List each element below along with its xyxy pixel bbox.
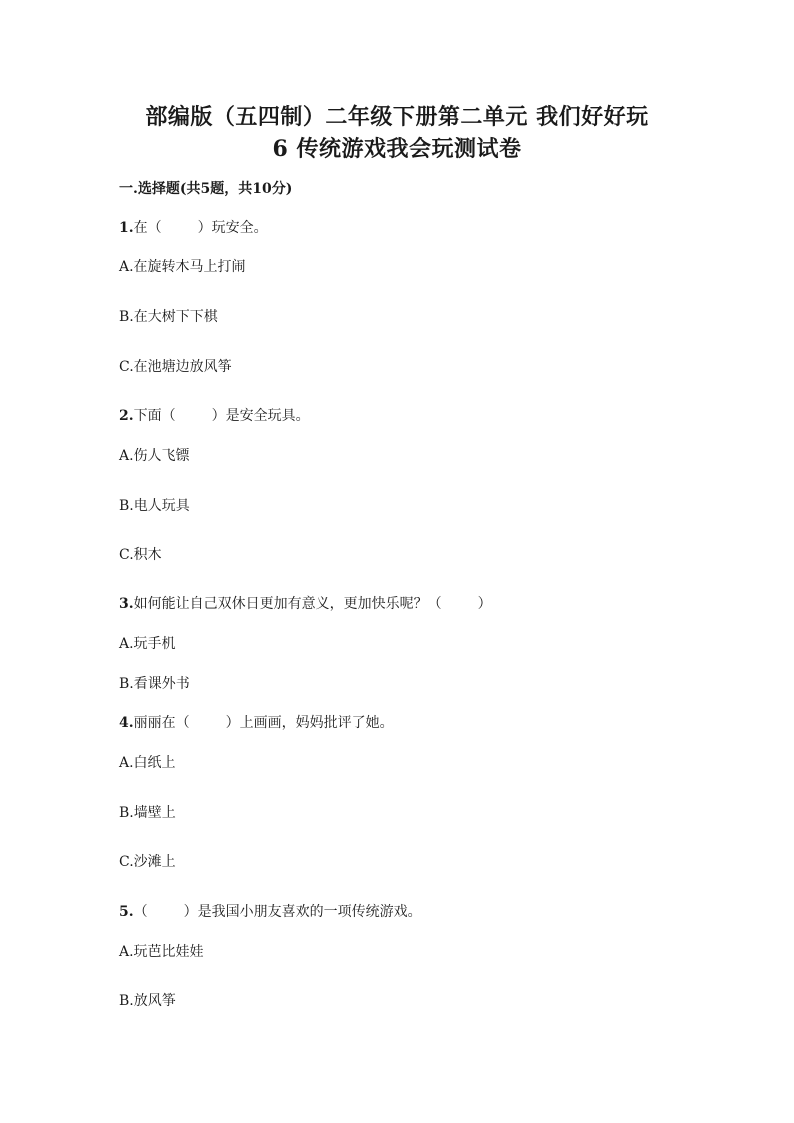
question-1 <box>119 219 268 237</box>
question-stem-before: 如何能让自己双休日更加有意义，更加快乐呢？（ <box>133 596 442 612</box>
option-5b: B.放风筝 <box>119 993 176 1009</box>
question-number: 1. <box>119 220 134 236</box>
document-title-line-1: 部编版（五四制）二年级下册第二单元 我们好好玩 <box>145 104 649 130</box>
question-stem-before: 丽丽在（ <box>133 715 190 731</box>
question-number: 2. <box>119 408 134 424</box>
question-number: 4. <box>119 715 134 731</box>
option-2c: C.积木 <box>119 547 162 563</box>
question-stem-before: 在（ <box>133 220 162 236</box>
option-3a: A.玩手机 <box>119 636 176 652</box>
question-number: 3. <box>119 596 134 612</box>
question-stem-after: ）玩安全。 <box>197 220 268 236</box>
question-stem-before: 下面（ <box>133 408 176 424</box>
option-1b: B.在大树下下棋 <box>119 309 218 325</box>
option-4b: B.墙壁上 <box>119 805 176 821</box>
option-3b: B.看课外书 <box>119 676 190 692</box>
option-1a: A.在旋转木马上打闹 <box>119 259 246 275</box>
option-1c: C.在池塘边放风筝 <box>119 359 232 375</box>
document-title-line-2: 6 传统游戏我会玩测试卷 <box>272 136 522 162</box>
section-heading: 一.选择题(共5题，共10分) <box>119 181 293 197</box>
question-5 <box>119 903 422 921</box>
question-4 <box>119 714 394 732</box>
option-4c: C.沙滩上 <box>119 854 176 870</box>
question-3 <box>119 595 492 613</box>
question-stem-after: ）是我国小朋友喜欢的一项传统游戏。 <box>183 904 422 920</box>
option-2b: B.电人玩具 <box>119 498 190 514</box>
question-number: 5. <box>119 904 134 920</box>
question-stem-before: （ <box>133 904 148 920</box>
option-5a: A.玩芭比娃娃 <box>119 944 204 960</box>
question-2 <box>119 407 310 425</box>
option-2a: A.伤人飞镖 <box>119 448 190 464</box>
option-4a: A.白纸上 <box>119 755 176 771</box>
question-stem-after: ）上画画，妈妈批评了她。 <box>225 715 394 731</box>
question-stem-after: ）是安全玩具。 <box>211 408 310 424</box>
question-stem-after: ） <box>477 596 492 612</box>
